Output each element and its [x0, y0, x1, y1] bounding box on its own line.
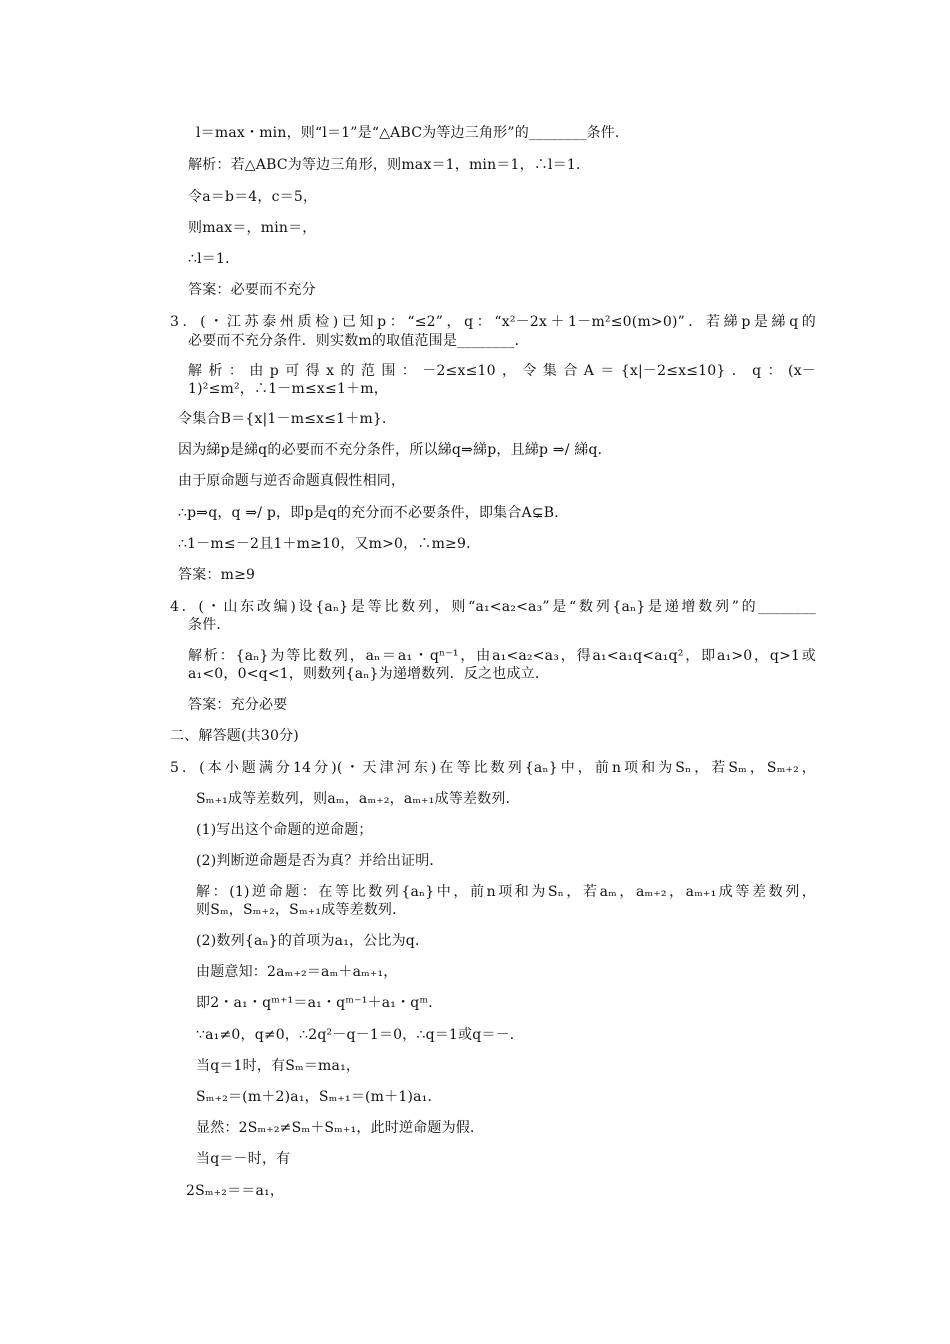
text-line: 由于原命题与逆否命题真假性相同， [178, 473, 406, 489]
text-line: Sₘ₊₁成等差数列，则aₘ，aₘ₊₂，aₘ₊₁成等差数列． [196, 791, 520, 807]
text-line: a₁<0，0<q<1，则数列{aₙ}为递增数列．反之也成立． [188, 666, 550, 682]
text-line: 即2・a₁・qᵐ⁺¹＝a₁・qᵐ⁻¹＋a₁・qᵐ． [196, 995, 443, 1011]
text-line: 令集合B＝{x|1－m≤x≤1＋m}． [178, 411, 397, 427]
text-line: ∴l＝1． [188, 251, 240, 267]
text-line: ∵a₁≠0，q≠0，∴2q²－q－1＝0，∴q＝1或q＝－． [196, 1027, 525, 1043]
text-line: (1)写出这个命题的逆命题； [196, 822, 373, 838]
text-line: 答案：必要而不充分 [188, 282, 316, 298]
text-line: 1)²≤m²，∴1－m≤x≤1＋m， [188, 381, 388, 397]
text-line: 当q＝－时，有 [196, 1151, 291, 1167]
question-5-line: 5．(本小题满分14分)(・天津河东)在等比数列{aₙ}中，前n项和为Sₙ，若Sₘ，Sₘ₊₂， [170, 760, 816, 776]
text-line: 答案：m≥9 [178, 567, 256, 583]
text-line: 令a＝b＝4，c＝5， [188, 189, 318, 205]
text-line: (2)数列{aₙ}的首项为a₁，公比为q． [196, 933, 430, 949]
text-line: 显然：2Sₘ₊₂≠Sₘ＋Sₘ₊₁，此时逆命题为假． [196, 1120, 485, 1136]
text-line: 2Sₘ₊₂＝＝a₁， [186, 1183, 285, 1199]
text-line: ∴1－m≤－2且1＋m≥10，又m>0，∴m≥9． [178, 536, 481, 552]
text-line: Sₘ₊₂＝(m＋2)a₁，Sₘ₊₁＝(m＋1)a₁． [196, 1089, 442, 1105]
text-line: 则Sₘ，Sₘ₊₂，Sₘ₊₁成等差数列． [196, 902, 407, 918]
question-4-line: 4．(・山东改编)设{aₙ}是等比数列，则“a₁<a₂<a₃”是“数列{aₙ}是递增数列”的________ [170, 599, 816, 615]
text-line: 答案：充分必要 [188, 697, 288, 713]
text-line: (2)判断逆命题是否为真？并给出证明． [196, 853, 444, 869]
text-line: 当q＝1时，有Sₘ＝ma₁， [196, 1058, 361, 1074]
text-line: 解：(1)逆命题：在等比数列{aₙ}中，前n项和为Sₙ，若aₘ，aₘ₊₂，aₘ₊₁成等差数列， [196, 884, 816, 900]
question-3-line: 3．(・江苏泰州质检)已知p：“≤2”，q：“x²－2x＋1－m²≤0(m>0)”．若綈p是綈q的 [170, 314, 816, 330]
text-line: ∴p⇒q，q ⇒/ p，即p是q的充分而不必要条件，即集合A⊊B． [178, 505, 569, 521]
text-line: 则max＝，min＝， [188, 220, 317, 236]
text-line: 解析：由p可得x的范围：－2≤x≤10，令集合A＝{x|－2≤x≤10}．q：(x－ [188, 363, 816, 379]
section-heading: 二、解答题(共30分) [170, 728, 299, 744]
text-line: 解析：若△ABC为等边三角形，则max＝1，min＝1，∴l＝1． [188, 157, 591, 173]
text-line: 必要而不充分条件．则实数m的取值范围是________． [188, 333, 529, 349]
text-line: 条件． [188, 617, 231, 633]
text-line: 解析：{aₙ}为等比数列，aₙ＝a₁・qⁿ⁻¹，由a₁<a₂<a₃，得a₁<a₁q<a₁q²，即a₁>0，q>1或 [188, 648, 816, 664]
text-line: 因为綈p是綈q的必要而不充分条件，所以綈q⇒綈p，且綈p ⇒/ 綈q． [178, 442, 612, 458]
text-line: l＝max・min，则“l＝1”是“△ABC为等边三角形”的________条件． [196, 125, 630, 141]
text-line: 由题意知：2aₘ₊₂＝aₘ＋aₘ₊₁， [196, 964, 398, 980]
